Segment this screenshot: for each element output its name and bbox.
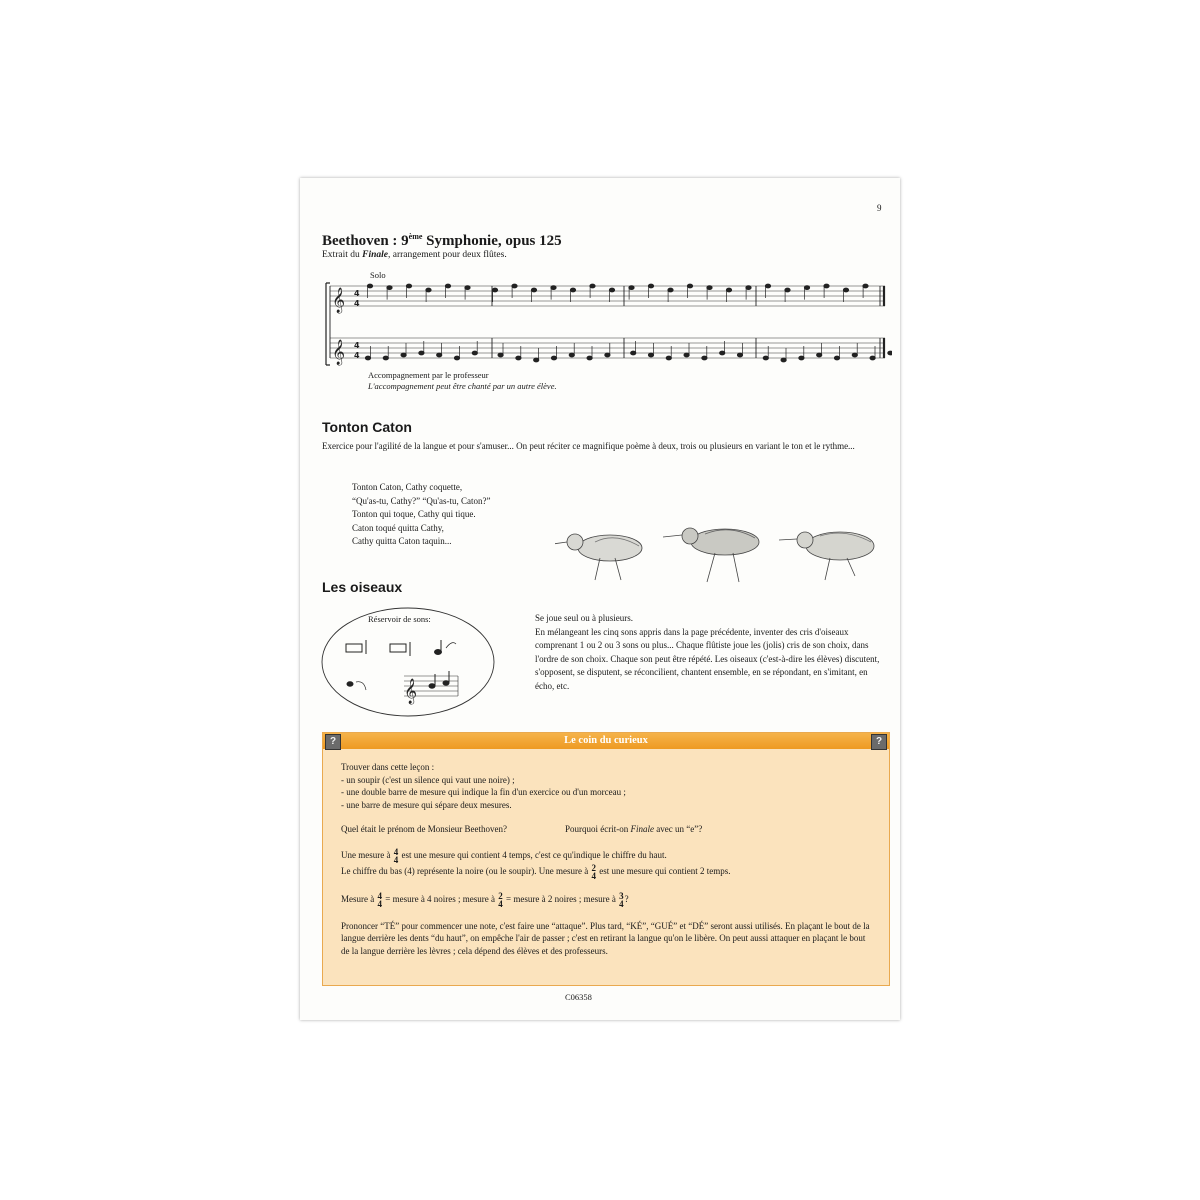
note-head: [492, 288, 497, 292]
note-head: [687, 284, 692, 288]
treble-clef-lower: 𝄞: [332, 340, 346, 365]
score-bracket: [326, 283, 330, 365]
note-head: [843, 288, 848, 292]
attack-paragraph: Prononcer “TÉ” pour commencer une note, c'est faire une “attaque”. Plus tard, “KÉ”, “GUÉ” et “DÉ” seront aussi utilisés. En plaçant le bout de la langue derrière les dents “du haut”, on empêche l'air de passer ; c'est en retirant la langue qu'on le libère. On peut aussi attaquer en plaçant le bout de la langue derrière les lèvres ; cela dépend des élèves et des professeurs.: [341, 920, 870, 956]
barlines: [330, 286, 884, 358]
box-body: [341, 761, 875, 957]
note-head: [804, 286, 809, 290]
note-head: [512, 284, 517, 288]
note-head: [888, 351, 892, 355]
note-head: [590, 284, 595, 288]
note-head: [707, 286, 712, 290]
bird-1: [555, 534, 642, 580]
note-head: [472, 351, 477, 355]
note-head: [401, 353, 406, 357]
notes-upper: [367, 284, 868, 302]
question-beethoven: Quel était le prénom de Monsieur Beethoven?: [341, 824, 507, 834]
note-head: [824, 284, 829, 288]
bird-2: [663, 528, 759, 582]
poem-line: Caton toqué quitta Cathy,: [352, 522, 444, 533]
note-head: [726, 288, 731, 292]
poem-line: “Qu'as-tu, Cathy?” “Qu'as-tu, Caton?”: [352, 495, 491, 506]
note-head: [763, 356, 768, 360]
find-intro: Trouver dans cette leçon :: [341, 762, 435, 772]
note-head: [746, 286, 751, 290]
notes-lower: [365, 341, 892, 362]
page-number: 9: [877, 203, 882, 213]
note-head: [852, 353, 857, 357]
note-head: [383, 356, 388, 360]
book-page: [300, 178, 900, 1020]
note-head: [516, 356, 521, 360]
svg-text:4: 4: [354, 299, 360, 308]
note-head: [781, 358, 786, 362]
catalog-code: C06358: [565, 992, 592, 1002]
time-signature-2-4: 2 4: [591, 862, 596, 881]
question-finale: Pourquoi écrit-on Finale avec un “e”?: [565, 824, 703, 834]
measure-equations: Mesure à 4 4 = mesure à 4 noires ; mesure à 2 4 = mesure à 2 noires ; mesure à 3 4 ?: [341, 890, 629, 909]
note-glyph-2: [347, 682, 366, 690]
svg-text:4: 4: [354, 351, 360, 360]
tonton-intro: Exercice pour l'agilité de la langue et pour s'amuser... On peut réciter ce magnifique poème à deux, trois ou plusieurs en variant le ton et le rythme...: [322, 441, 855, 451]
poem-line: Tonton Caton, Cathy coquette,: [352, 482, 463, 492]
bird-3: [779, 532, 874, 580]
note-head: [426, 288, 431, 292]
fingering-diagram-1: [346, 640, 366, 654]
note-head: [365, 356, 370, 360]
note-head: [785, 288, 790, 292]
note-head: [631, 351, 636, 355]
note-head: [551, 356, 556, 360]
note-head: [531, 288, 536, 292]
note-head: [454, 356, 459, 360]
note-head: [720, 351, 725, 355]
note-head: [765, 284, 770, 288]
clefs: [332, 287, 345, 365]
tonton-caton-title: Tonton Caton: [322, 419, 412, 435]
note-head: [367, 284, 372, 288]
measure-line-1: Une mesure à 4 4 est une mesure qui contient 4 temps, c'est ce qu'indique le chiffre du haut.: [341, 846, 667, 865]
beethoven-title: Beethoven : 9ème Symphonie, opus 125: [322, 232, 562, 249]
accompaniment-label: Accompagnement par le professeur L'accompagnement peut être chanté par un autre élève.: [368, 370, 557, 391]
measure-line-2: Le chiffre du bas (4) représente la noire (ou le soupir). Une mesure à 2 4 est une mesure qui contient 2 temps.: [341, 862, 731, 881]
note-head: [465, 286, 470, 290]
box-title: Le coin du curieux: [564, 735, 648, 746]
note-head: [863, 284, 868, 288]
note-head: [702, 356, 707, 360]
poem-line: Cathy quitta Caton taquin...: [352, 536, 452, 546]
questions-row: [341, 823, 875, 836]
note-head: [569, 353, 574, 357]
note-head: [609, 288, 614, 292]
treble-clef-upper: 𝄞: [332, 288, 346, 313]
les-oiseaux-title: Les oiseaux: [322, 579, 403, 595]
note-head: [629, 286, 634, 290]
coin-du-curieux-box: [322, 732, 890, 986]
note-head: [834, 356, 839, 360]
note-head: [684, 353, 689, 357]
note-glyph-1: [435, 640, 457, 655]
music-score: [322, 278, 892, 370]
reservoir-label: Réservoir de sons:: [368, 614, 431, 624]
note-head: [870, 356, 875, 360]
note-head: [668, 288, 673, 292]
fingering-diagram-2: [390, 642, 410, 656]
time-signatures: [354, 289, 360, 360]
note-head: [387, 286, 392, 290]
svg-text:4: 4: [354, 289, 360, 298]
coin-du-curieux-header: [323, 733, 889, 749]
note-head: [419, 351, 424, 355]
note-head: [648, 284, 653, 288]
find-item: - une barre de mesure qui sépare deux mesures.: [341, 799, 512, 810]
question-mark-icon: ?: [871, 734, 887, 750]
note-head: [551, 286, 556, 290]
note-head: [587, 356, 592, 360]
solo-label: Solo: [370, 270, 386, 280]
svg-text:4: 4: [354, 341, 360, 350]
staff-upper: [330, 286, 885, 306]
poem: [352, 481, 490, 549]
note-head: [570, 288, 575, 292]
time-signature-3-4: 3 4: [619, 890, 624, 909]
note-head: [445, 284, 450, 288]
oiseaux-text: Se joue seul ou à plusieurs. En mélangeant les cinq sons appris dans la page précédente, inventer des cris d'oiseaux comprenant 1 ou 2 ou 3 sons ou plus... Chaque flûtiste joue les (jolis) cris de son choix, dans l'ordre de son choix. Chaque son peut être répété. Les oiseaux (c'est-à-dire les élèves) discutent, s'opposent, se disputent, se réconcilient, chantent ensemble, en se répondant, en s'imitant, en écho, etc.: [535, 613, 880, 691]
question-mark-icon: ?: [325, 734, 341, 750]
note-head: [437, 353, 442, 357]
note-head: [534, 358, 539, 362]
treble-clef-mini: 𝄞: [404, 679, 418, 704]
time-signature-4-4: 4 4: [393, 846, 399, 865]
find-item: - une double barre de mesure qui indique la fin d'un exercice ou d'un morceau ;: [341, 787, 626, 797]
poem-line: Tonton qui toque, Cathy qui tique.: [352, 509, 476, 519]
note-head: [666, 356, 671, 360]
note-head: [648, 353, 653, 357]
note-head: [817, 353, 822, 357]
sandpipers-illustration: [555, 518, 895, 596]
note-head: [799, 356, 804, 360]
note-head: [498, 353, 503, 357]
find-item: - un soupir (c'est un silence qui vaut une noire) ;: [341, 774, 515, 785]
note-head: [406, 284, 411, 288]
beethoven-subtitle: Extrait du Finale, arrangement pour deux flûtes.: [322, 250, 507, 260]
note-head: [737, 353, 742, 357]
note-head: [605, 353, 610, 357]
